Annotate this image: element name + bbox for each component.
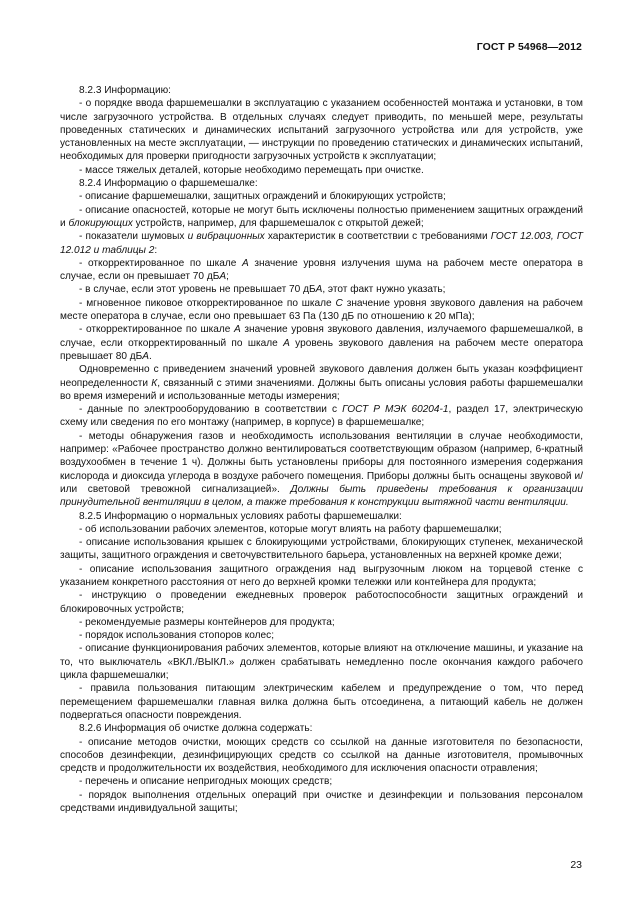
text-run: - методы обнаружения газов и необходимость использования вентиляции в случае необходимости, например: «Рабочее пространство должно вентилироваться соответствующим образом (например, 6-кратный воздухообмен в течение 1 ч). Должны быть установлены приборы для постоянного измерения содержания кислорода и диоксида углерода в воздухе рабочего помещения. Приборы должны быть оснащены звуковой и/или световой тревожной сигнализацией». (60, 430, 583, 495)
text-run: устройств, например, для фаршемешалок с открытой дежей; (132, 217, 424, 229)
text-run: ; (226, 271, 229, 283)
paragraph (60, 164, 583, 177)
text-run: - откорректированное по шкале (79, 324, 235, 336)
paragraph (60, 789, 583, 816)
page-number: 23 (570, 859, 582, 871)
text-run: , этот факт нужно указать; (322, 284, 446, 296)
text-run: 8.2.5 Информацию о нормальных условиях работы фаршемешалки: (79, 510, 402, 522)
text-run: значение уровня звукового давления, излучаемого фаршемешалкой, в случае, если откорректированный по шкале (60, 324, 583, 349)
text-run: - порядок использования стопоров колес; (79, 630, 275, 642)
text-run: - рекомендуемые размеры контейнеров для продукта; (79, 616, 335, 628)
text-run: - правила пользования питающим электрическим кабелем и предупреждение о том, что перед перемещением фаршемешалки главная вилка должна быть отсоединена, а питающий кабель не должен подвергаться опасности повреждения. (60, 683, 583, 721)
italic-text: блокирующих (68, 217, 133, 229)
italic-text: А (219, 271, 227, 283)
italic-text: К (151, 377, 158, 389)
text-run: - описание опасностей, которые не могут быть исключены полностью применением защитных ограждений и (60, 204, 583, 229)
paragraph (60, 403, 583, 430)
paragraph (60, 616, 583, 629)
text-run: - о порядке ввода фаршемешалки в эксплуатацию с указанием особенностей монтажа и установки, в том числе загрузочного устройства. В отдельных случаях следует приводить, по меньшей мере, результаты проведенных статических и динамических испытаний загрузочного устройства или для устройств, уже установленных на месте эксплуатации, — инструкции по проведению статических и динамических испытаний, необходимых для проверки пригодности загрузочных устройств к эксплуатации; (60, 98, 583, 163)
italic-text: А (142, 350, 150, 362)
paragraph (60, 589, 583, 616)
italic-text: Должны быть приведены требования к организации принудительной вентиляции в целом, а также требования к конструкции вытяжной части вентиляции. (60, 483, 583, 509)
italic-text: А (234, 324, 241, 336)
text-run: - перечень и описание непригодных моющих средств; (79, 776, 333, 788)
paragraph (60, 297, 583, 324)
paragraph (60, 682, 583, 722)
text-run: , связанный с этими значениями. Должны быть описаны условия работы фаршемешалки во время измерений и использованные методы измерения; (60, 377, 583, 402)
text-run: Одновременно с приведением значений уровней звукового давления должен быть указан коэффициент неопределенности (60, 364, 583, 389)
paragraph (60, 177, 583, 190)
text-run: - описание использования крышек с блокирующими устройствами, блокирующих ступенек, механической защиты, защитного ограждения и светочувствительного барьера, установленных на верхней кромке дежи; (60, 537, 583, 562)
text-run: - описание использования защитного ограждения над выгрузочным люком на торцевой стенке с указанием конкретного расстояния от него до верхней кромки тележки или контейнера для продукта; (60, 563, 583, 588)
paragraph (60, 722, 583, 735)
paragraph (60, 84, 583, 97)
text-run: - мгновенное пиковое откорректированное по шкале (79, 297, 336, 309)
text-run: - инструкцию о проведении ежедневных проверок работоспособности защитных ограждений и блокировочных устройств; (60, 590, 583, 615)
paragraph (60, 536, 583, 563)
text-run: . (149, 350, 152, 362)
text-run: - описание методов очистки, моющих средств со ссылкой на данные изготовителя по безопасности, способов дезинфекции, дезинфицирующих средств со ссылкой на данные изготовителя, промывочных средств и продолжительности их воздействия, необходимого для исключения опасности отравления; (60, 736, 583, 775)
paragraph (60, 363, 583, 403)
text-run: 8.2.6 Информация об очистке должна содержать: (79, 723, 313, 735)
text-run: уровень звукового давления на рабочем месте оператора превышает 80 дБ (60, 337, 584, 362)
text-run: - показатели шумовых (79, 231, 188, 243)
paragraph (60, 204, 583, 231)
text-run: значение уровня излучения шума на рабочем месте оператора в случае, если он превышает 70 дБ (60, 257, 583, 283)
italic-text: ГОСТ Р МЭК 60204-1 (342, 404, 449, 416)
text-run: - данные по электрооборудованию в соответствии с (79, 404, 343, 416)
standard-designation: ГОСТ Р 54968—2012 (476, 41, 582, 53)
paragraph (60, 190, 583, 203)
text-run: - массе тяжелых деталей, которые необходимо перемещать при очистке. (79, 164, 424, 176)
paragraph (60, 283, 583, 296)
italic-text: и вибрационных (187, 231, 265, 243)
text-run: - описание функционирования рабочих элементов, которые влияют на отключение машины, и указание на то, что выключатель «ВКЛ./ВЫКЛ.» должен срабатывать немедленно после окончания каждого рабочего цикла фаршемешалки; (60, 643, 583, 682)
text-run: 8.2.3 Информацию: (79, 85, 171, 96)
text-run: , раздел 17, электрическую схему или сведения по его монтажу (например, в корпусе) в фаршемешалке; (60, 404, 583, 429)
paragraph (60, 629, 583, 642)
paragraph (60, 775, 583, 788)
paragraph (60, 323, 583, 363)
italic-text: А (242, 257, 249, 269)
text-run: : (154, 244, 158, 256)
paragraph (60, 523, 583, 536)
text-run: - описание фаршемешалки, защитных ограждений и блокирующих устройств; (79, 191, 446, 203)
paragraph (60, 257, 583, 284)
italic-text: А (315, 284, 323, 296)
paragraph (60, 563, 583, 590)
italic-text: А (283, 337, 290, 349)
italic-text: С (335, 297, 343, 309)
text-run: 8.2.4 Информацию о фаршемешалке: (79, 178, 258, 190)
paragraph (60, 642, 583, 682)
paragraph (60, 230, 583, 257)
paragraph (60, 510, 583, 523)
paragraph (60, 97, 583, 163)
text-run: характеристик в соответствии с требованиями (264, 231, 491, 243)
paragraph (60, 736, 583, 776)
text-run: - порядок выполнения отдельных операций при очистке и дезинфекции и пользования персоналом средствами индивидуальной защиты; (60, 789, 583, 815)
text-run: - в случае, если этот уровень не превышает 70 дБ (79, 284, 316, 296)
text-run: значение уровня звукового давления на рабочем месте оператора в случае, если оно превышает 63 Па (130 дБ по отношению к 20 мПа); (60, 297, 583, 323)
text-run: - откорректированное по шкале (79, 257, 243, 269)
document-body (60, 84, 583, 815)
paragraph (60, 430, 583, 510)
italic-text: ГОСТ 12.003, ГОСТ 12.012 и таблицы 2 (60, 231, 583, 256)
text-run: - об использовании рабочих элементов, которые могут влиять на работу фаршемешалки; (79, 523, 502, 535)
